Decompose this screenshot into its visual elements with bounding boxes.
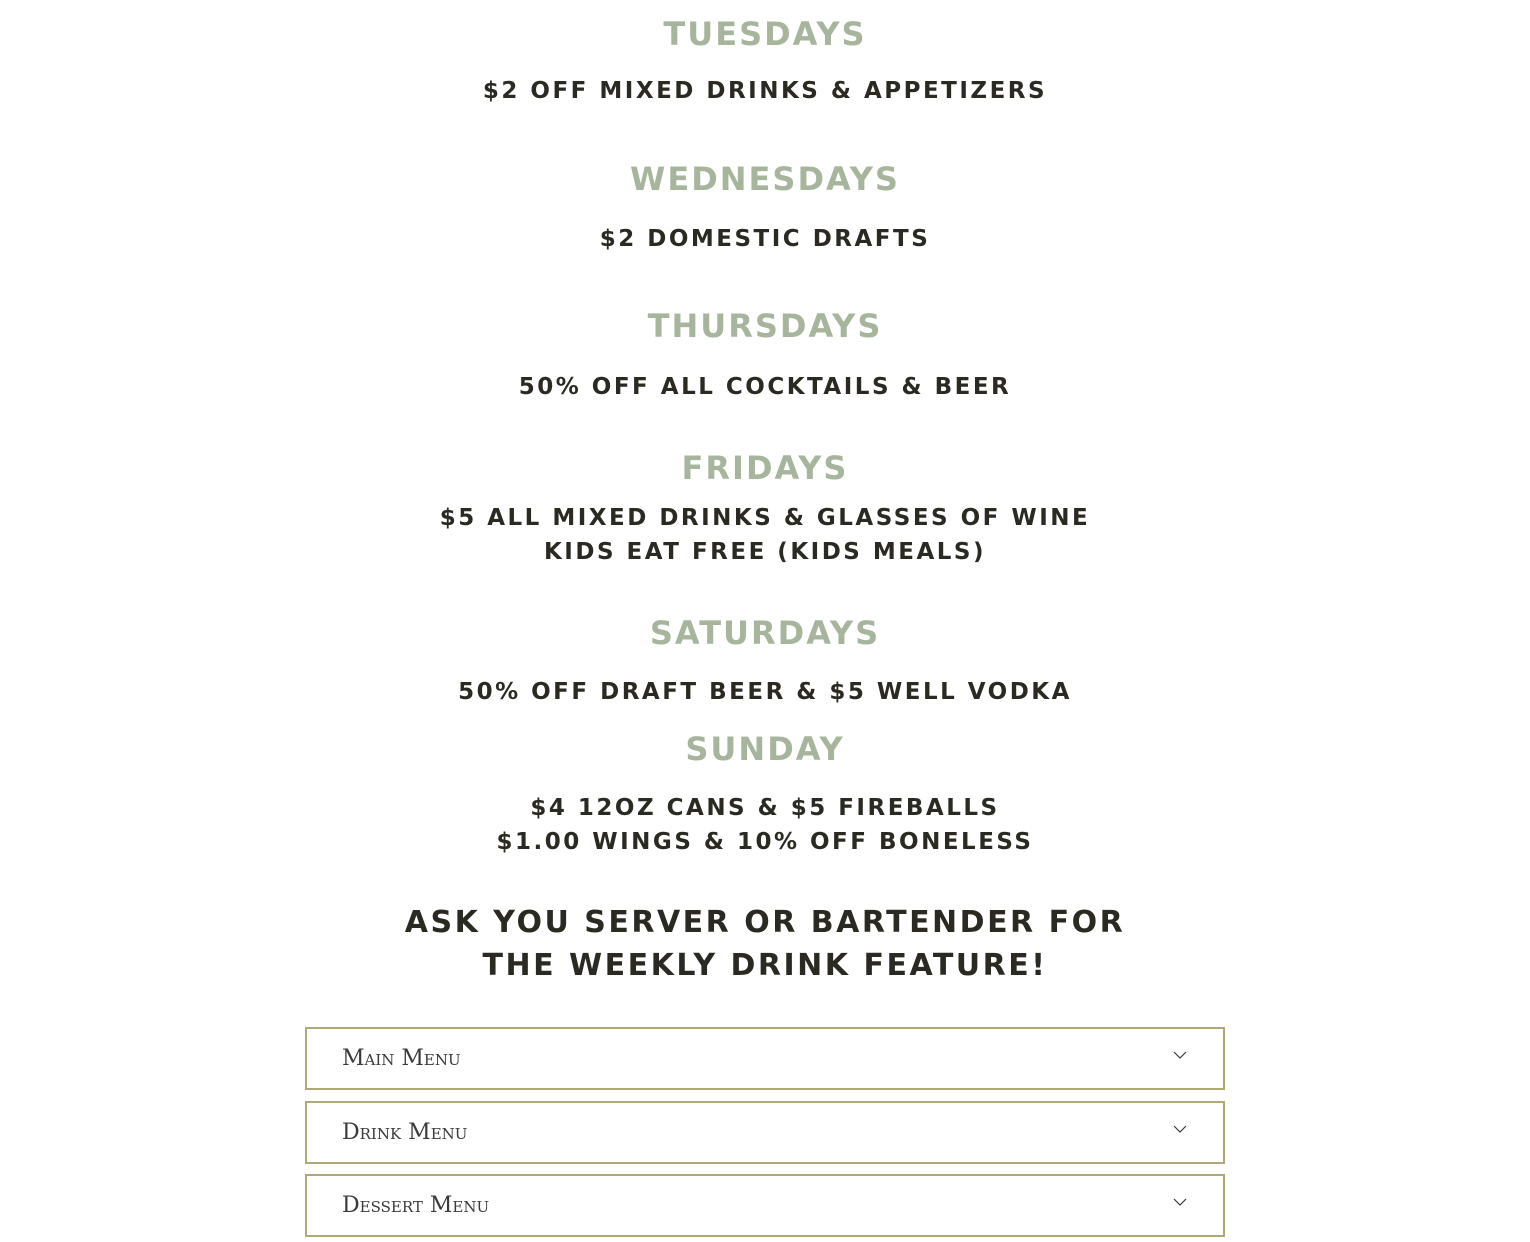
day-heading-wednesdays: WEDNESDAYS [630, 160, 900, 198]
deal-fridays [0, 501, 1530, 569]
day-heading-tuesdays: TUESDAYS [663, 15, 867, 53]
deal-wednesdays [0, 222, 1530, 256]
deal-line: $2 DOMESTIC DRAFTS [599, 226, 931, 252]
deal-line: $5 ALL MIXED DRINKS & GLASSES OF WINE [439, 505, 1091, 531]
weekly-feature-callout [0, 901, 1530, 987]
deal-line: 50% OFF ALL COCKTAILS & BEER [518, 374, 1012, 400]
main-menu-accordion[interactable] [305, 1027, 1225, 1090]
deal-line: 50% OFF DRAFT BEER & $5 WELL VODKA [458, 679, 1072, 705]
feature-line-1: ASK YOU SERVER OR BARTENDER FOR [404, 905, 1126, 940]
deal-line: KIDS EAT FREE (KIDS MEALS) [543, 539, 986, 565]
deal-line: $1.00 WINGS & 10% OFF BONELESS [496, 829, 1034, 855]
deal-tuesdays [0, 74, 1530, 108]
chevron-down-icon[interactable] [1173, 1122, 1187, 1136]
deal-saturdays [0, 675, 1530, 709]
chevron-down-icon[interactable] [1173, 1195, 1187, 1209]
feature-line-2: THE WEEKLY DRINK FEATURE! [482, 948, 1048, 983]
day-heading-thursdays: THURSDAYS [647, 307, 883, 345]
day-heading-fridays: FRIDAYS [681, 449, 849, 487]
drink-menu-accordion[interactable] [305, 1101, 1225, 1164]
deal-line: $2 OFF MIXED DRINKS & APPETIZERS [482, 78, 1048, 104]
chevron-down-icon[interactable] [1173, 1048, 1187, 1062]
accordion-label: Drink Menu [342, 1120, 468, 1145]
deal-line: $4 12OZ CANS & $5 FIREBALLS [530, 795, 1000, 821]
day-heading-saturdays: SATURDAYS [649, 614, 881, 652]
dessert-menu-accordion[interactable] [305, 1174, 1225, 1237]
deal-thursdays [0, 370, 1530, 404]
accordion-label: Main Menu [342, 1046, 461, 1071]
deal-sunday [0, 791, 1530, 859]
day-heading-sunday: SUNDAY [685, 730, 845, 768]
accordion-label: Dessert Menu [342, 1193, 490, 1218]
